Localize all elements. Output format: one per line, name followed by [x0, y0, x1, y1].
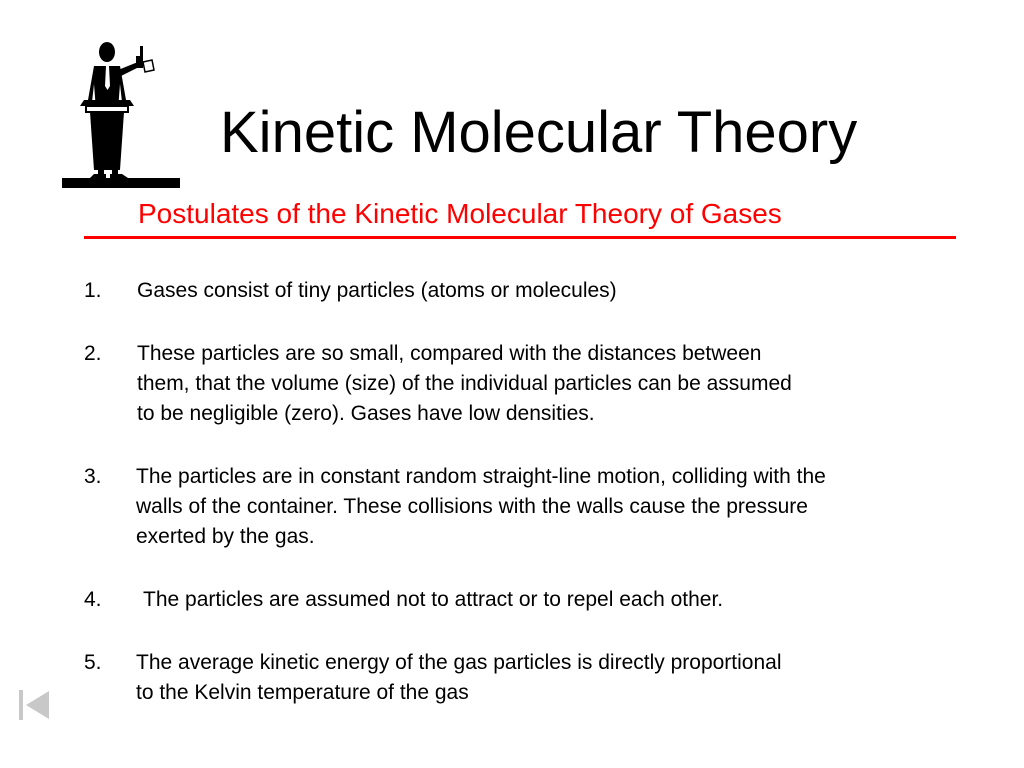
slide-title: Kinetic Molecular Theory	[220, 100, 858, 165]
postulate-number: 3.	[84, 465, 102, 488]
postulate-text: These particles are so small, compared with the distances between	[137, 342, 762, 365]
postulate-list	[84, 276, 1004, 741]
postulate-text: walls of the container. These collisions with the walls cause the pressure	[136, 495, 808, 518]
postulate-number: 5.	[84, 651, 102, 674]
subtitle-underline	[84, 236, 956, 239]
postulate-text: exerted by the gas.	[136, 525, 315, 548]
postulate-number: 4.	[84, 588, 102, 611]
postulate-number: 1.	[84, 279, 102, 302]
postulate-item	[84, 276, 1004, 306]
postulate-text: to the Kelvin temperature of the gas	[136, 681, 469, 704]
postulate-text: them, that the volume (size) of the individual particles can be assumed	[137, 372, 792, 395]
postulate-text: The average kinetic energy of the gas particles is directly proportional	[136, 651, 782, 674]
speaker-at-podium-icon	[60, 40, 182, 190]
slide-subtitle: Postulates of the Kinetic Molecular Theory of Gases	[138, 198, 782, 229]
first-slide-icon[interactable]	[16, 688, 52, 722]
postulate-text: The particles are in constant random straight-line motion, colliding with the	[136, 465, 826, 488]
postulate-item	[84, 648, 1004, 708]
postulate-number: 2.	[84, 342, 102, 365]
postulate-text: The particles are assumed not to attract or to repel each other.	[143, 588, 724, 611]
postulate-item	[84, 585, 1004, 615]
postulate-item	[84, 339, 1004, 429]
postulate-item	[84, 462, 1004, 552]
postulate-text: to be negligible (zero). Gases have low densities.	[137, 402, 595, 425]
postulate-text: Gases consist of tiny particles (atoms or molecules)	[137, 279, 617, 302]
